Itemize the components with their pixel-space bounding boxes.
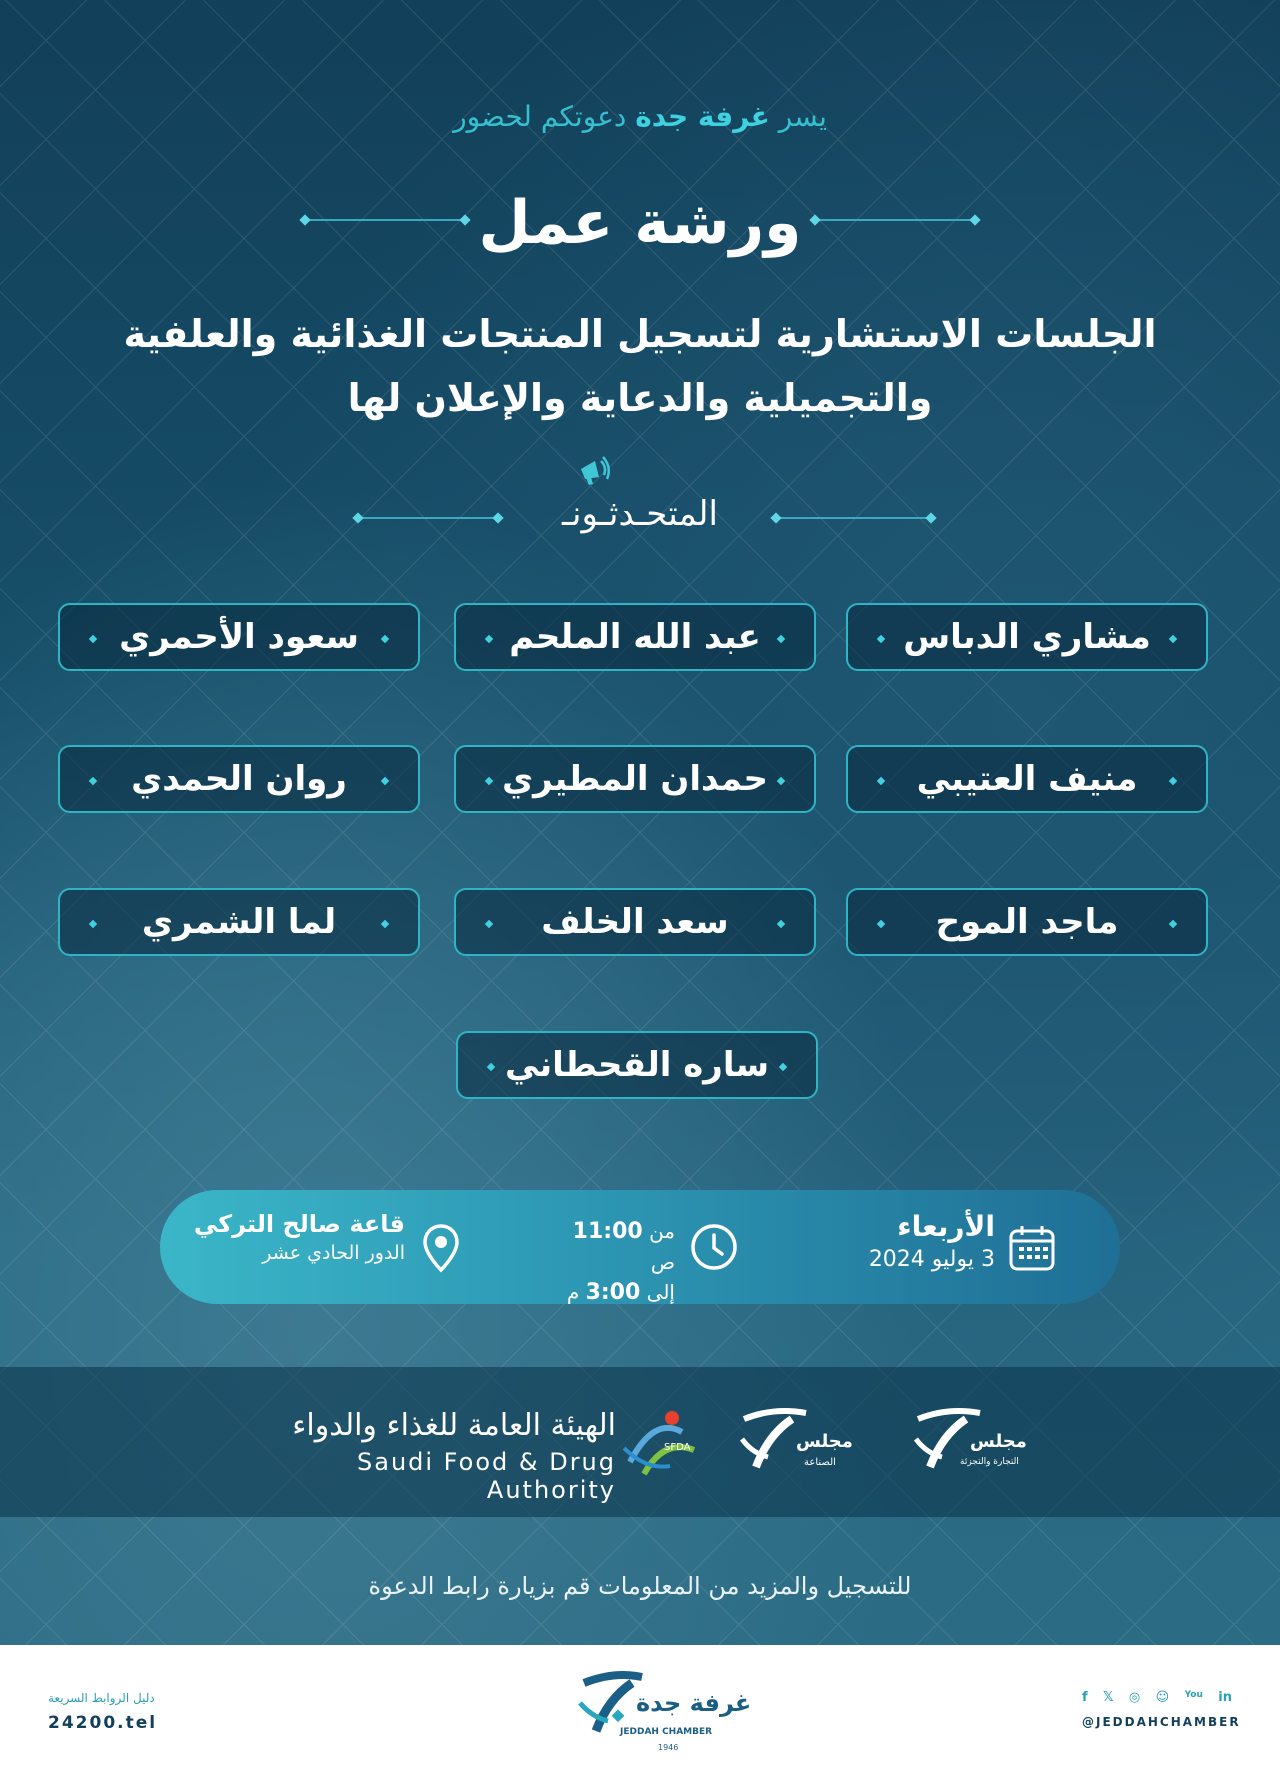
speakers-heading: المتحـدثـونـ [562, 494, 718, 534]
speaker-chip [454, 888, 816, 956]
speaker-name: مشاري الدباس [903, 617, 1151, 657]
to-time: 3:00 [585, 1280, 641, 1305]
from-suffix: ص [650, 1250, 675, 1274]
event-day: الأربعاء [897, 1210, 995, 1243]
speaker-name: منيف العتيبي [916, 759, 1138, 799]
to-label: إلى [646, 1280, 675, 1304]
speaker-chip [454, 745, 816, 813]
invite-post: دعوتكم لحضور [453, 100, 627, 133]
sfda-name-ar: الهيئة العامة للغذاء والدواء [292, 1408, 616, 1443]
from-time: 11:00 [572, 1219, 643, 1244]
event-info-bar [160, 1190, 1120, 1304]
quick-links-url[interactable]: 24200.tel [48, 1713, 158, 1733]
speaker-name: لما الشمري [141, 902, 337, 942]
linkedin-icon[interactable]: in [1218, 1690, 1232, 1705]
council-industry-logo [738, 1405, 870, 1475]
event-venue [190, 1210, 405, 1264]
sfda-name-en: Saudi Food & Drug Authority [357, 1448, 616, 1504]
clock-icon [690, 1223, 738, 1271]
social-icons [1082, 1690, 1232, 1705]
speaker-name: روان الحمدي [131, 759, 347, 799]
event-date-text: 3 يوليو 2024 [868, 1247, 995, 1272]
x-icon[interactable]: 𝕏 [1103, 1690, 1114, 1705]
council-trade-name: مجلس [970, 1431, 1027, 1452]
speaker-chip [846, 888, 1208, 956]
calendar-icon [1008, 1224, 1056, 1272]
invite-line [0, 100, 1280, 133]
sfda-badge-text: SFDA [664, 1442, 691, 1453]
social-handle[interactable]: @JEDDAHCHAMBER [1082, 1715, 1241, 1729]
speaker-chip [454, 603, 816, 671]
jeddah-chamber-name-en: JEDDAH CHAMBER [620, 1727, 713, 1737]
speaker-name: عبد الله الملحم [509, 617, 761, 657]
speaker-chip [846, 603, 1208, 671]
footer [0, 1645, 1280, 1777]
instagram-icon[interactable]: ◎ [1128, 1690, 1141, 1705]
quick-links-label: دليل الروابط السريعة [48, 1691, 155, 1705]
jeddah-chamber-emblem [578, 1669, 644, 1735]
speaker-chip [58, 888, 420, 956]
sfda-logo-icon [620, 1408, 702, 1480]
speaker-chip [846, 745, 1208, 813]
speaker-name: ساره القحطاني [504, 1045, 770, 1085]
youtube-icon[interactable]: You [1184, 1690, 1203, 1700]
register-note: للتسجيل والمزيد من المعلومات قم بزيارة رابط الدعوة [368, 1572, 912, 1600]
facebook-icon[interactable]: f [1082, 1690, 1088, 1705]
subtitle-line-2: والتجميلية والدعاية والإعلان لها [347, 376, 933, 420]
invite-pre: يسر [778, 100, 827, 133]
snapchat-icon[interactable]: ☺ [1155, 1690, 1170, 1705]
event-time [545, 1216, 675, 1308]
speaker-name: حمدان المطيري [502, 759, 768, 799]
page-title: ورشة عمل [478, 188, 802, 258]
from-label: من [649, 1219, 675, 1243]
venue-name: قاعة صالح التركي [193, 1210, 405, 1238]
speaker-chip [58, 745, 420, 813]
jeddah-chamber-name-ar: غرفة جدة [636, 1689, 752, 1717]
speaker-name: سعد الخلف [541, 902, 729, 942]
event-date [810, 1210, 995, 1272]
speaker-chip [58, 603, 420, 671]
workshop-subtitle [0, 302, 1280, 430]
speaker-name: ماجد الموح [935, 902, 1119, 942]
council-industry-name: مجلس [796, 1431, 853, 1452]
speaker-chip [456, 1031, 818, 1099]
venue-floor: الدور الحادي عشر [262, 1242, 405, 1264]
council-trade-logo [912, 1405, 1044, 1475]
council-industry-sub: الصناعة [804, 1457, 836, 1468]
speaker-name: سعود الأحمري [119, 617, 359, 657]
council-trade-sub: التجارة والتجزئة [960, 1457, 1019, 1467]
jeddah-chamber-year: 1946 [658, 1743, 679, 1752]
megaphone-icon [577, 455, 611, 487]
location-pin-icon [423, 1224, 459, 1274]
subtitle-line-1: الجلسات الاستشارية لتسجيل المنتجات الغذائية والعلفية [123, 312, 1157, 356]
invite-org: غرفة جدة [635, 100, 770, 133]
to-suffix: م [566, 1280, 580, 1304]
